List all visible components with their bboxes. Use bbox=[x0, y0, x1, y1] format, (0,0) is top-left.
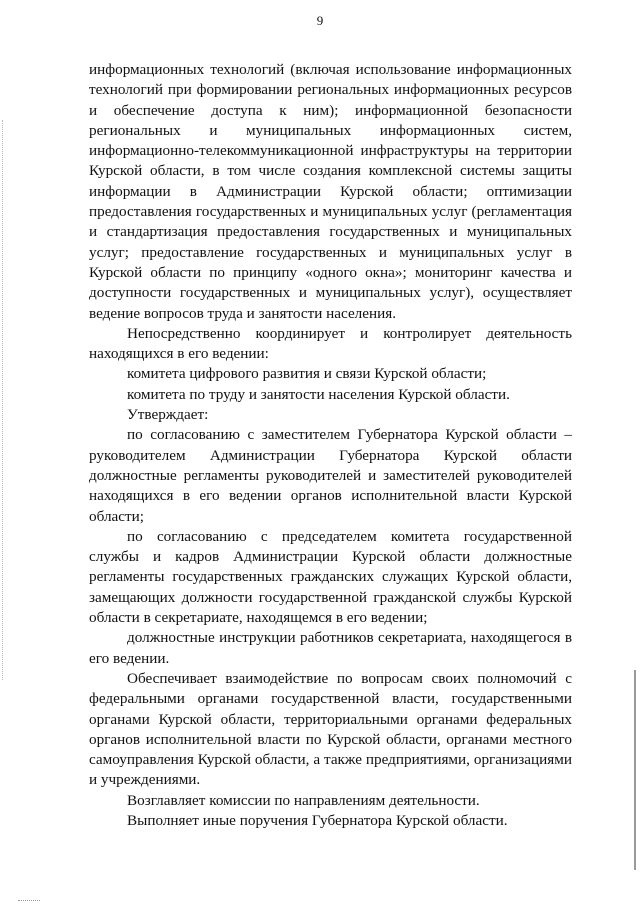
paragraph-interaction: Обеспечивает взаимодействие по вопросам своих полномочий с федеральными органами государственной власти, государственными органами Курской области, территориальными органами федеральных органов исполнительной власти по Курской области, органами местного самоуправления Курской области, а также предприятиями, организациями и учреждениями. bbox=[89, 669, 572, 789]
scan-edge-right bbox=[634, 670, 636, 870]
paragraph-committee-labor: комитета по труду и занятости населения Курской области. bbox=[127, 385, 510, 403]
paragraph-commissions: Возглавляет комиссии по направлениям деятельности. bbox=[127, 791, 480, 809]
paragraph-committee-digital: комитета цифрового развития и связи Курской области; bbox=[127, 365, 487, 383]
paragraph-approves: Утверждает: bbox=[127, 406, 209, 424]
paragraph-coordinates: Непосредственно координирует и контролирует деятельность находящихся в его ведении: bbox=[89, 324, 572, 363]
scan-mark-bottom bbox=[18, 899, 40, 901]
paragraph-job-instructions: должностные инструкции работников секретариата, находящегося в его ведении. bbox=[89, 629, 572, 667]
document-body bbox=[89, 60, 572, 831]
paragraph-approval-head-admin: по согласованию с заместителем Губернатора Курской области – руководителем Администрации Губернатора Курской области должностные регламенты руководителей и заместителей руководителей находящихся в его ведении органов исполнительной власти Курской области; bbox=[89, 426, 572, 525]
paragraph-approval-civil-service: по согласованию с председателем комитета государственной службы и кадров Администрации Курской области должностные регламенты государственных гражданских служащих Курской области, замещающих должности государственной гражданской службы Курской области в секретариате, находящемся в его ведении; bbox=[89, 527, 572, 627]
scan-edge-left bbox=[2, 120, 4, 680]
page-number: 9 bbox=[316, 13, 324, 28]
paragraph-other-instructions: Выполняет иные поручения Губернатора Курской области. bbox=[127, 811, 508, 829]
paragraph-competence-continued: информационных технологий (включая использование информационных технологий при формировании региональных информационных ресурсов и обеспечение доступа к ним); информационной безопасности региональных и муниципальных информационных систем, информационно-телекоммуникационной инфраструктуры на территории Курской области, в том числе создания комплексной системы защиты информации в Администрации Курской области; оптимизации предоставления государственных и муниципальных услуг (регламентация и стандартизация предоставления государственных и муниципальных услуг; предоставление государственных и муниципальных услуг в Курской области по принципу «одного окна»; мониторинг качества и доступности государственных и муниципальных услуг), осуществляет ведение вопросов труда и занятости населения. bbox=[89, 61, 572, 322]
